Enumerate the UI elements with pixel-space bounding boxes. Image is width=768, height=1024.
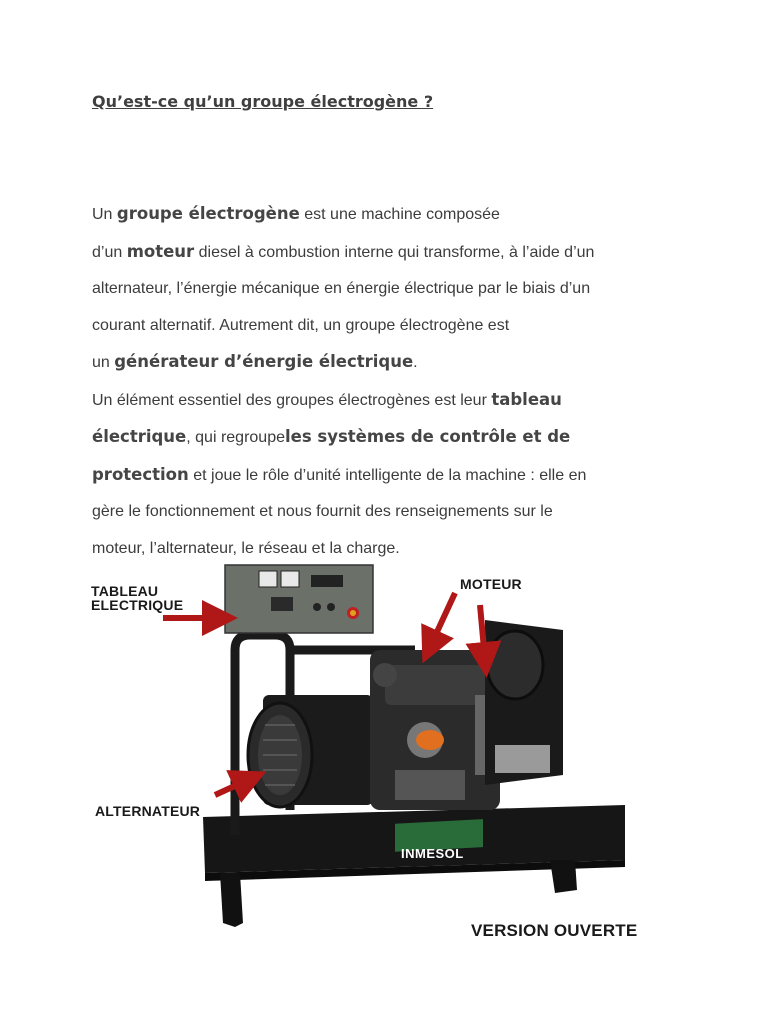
label-moteur: MOTEUR [460, 576, 522, 592]
line-7: électrique, qui regroupeles systèmes de contrôle et de [92, 427, 571, 446]
term-systemes: les systèmes de contrôle et de [284, 427, 571, 446]
line-1: Un groupe électrogène est une machine composée [92, 204, 500, 223]
label-alternateur: ALTERNATEUR [95, 803, 201, 819]
line-5: un générateur d’énergie électrique. [92, 352, 418, 371]
caption-version-ouverte: VERSION OUVERTE [471, 921, 638, 940]
term-protection: protection [92, 464, 189, 484]
term-tableau: tableau [491, 389, 562, 409]
line-2: d’un moteur diesel à combustion interne qui transforme, à l’aide d’un [92, 241, 595, 261]
alternator [248, 695, 373, 807]
label-tableau-electrique: TABLEAU ELECTRIQUE [91, 583, 184, 613]
line-3: alternateur, l’énergie mécanique en énergie électrique par le biais d’un [92, 280, 591, 297]
term-groupe: groupe électrogène [116, 204, 300, 223]
engine [370, 650, 505, 810]
term-electrique: électrique [92, 427, 187, 446]
control-panel [225, 565, 373, 633]
line-8: protection et joue le rôle d’unité intelligente de la machine : elle en [92, 464, 587, 484]
term-moteur: moteur [126, 241, 195, 261]
line-9: gère le fonctionnement et nous fournit des renseignements sur le [92, 503, 553, 520]
line-6: Un élément essentiel des groupes électrogènes est leur tableau [92, 389, 562, 409]
generator-base [203, 805, 625, 927]
generator-illustration [85, 555, 685, 955]
generator-drawing [85, 555, 685, 955]
body-paragraph [92, 196, 692, 567]
inmesol-logo: INMESOL [401, 846, 464, 861]
radiator [485, 620, 563, 785]
line-10: moteur, l’alternateur, le réseau et la charge. [92, 539, 400, 557]
term-generateur: générateur d’énergie électrique [114, 352, 414, 371]
page-title: Qu’est-ce qu’un groupe électrogène ? [92, 92, 434, 111]
line-4: courant alternatif. Autrement dit, un groupe électrogène est [92, 316, 510, 334]
